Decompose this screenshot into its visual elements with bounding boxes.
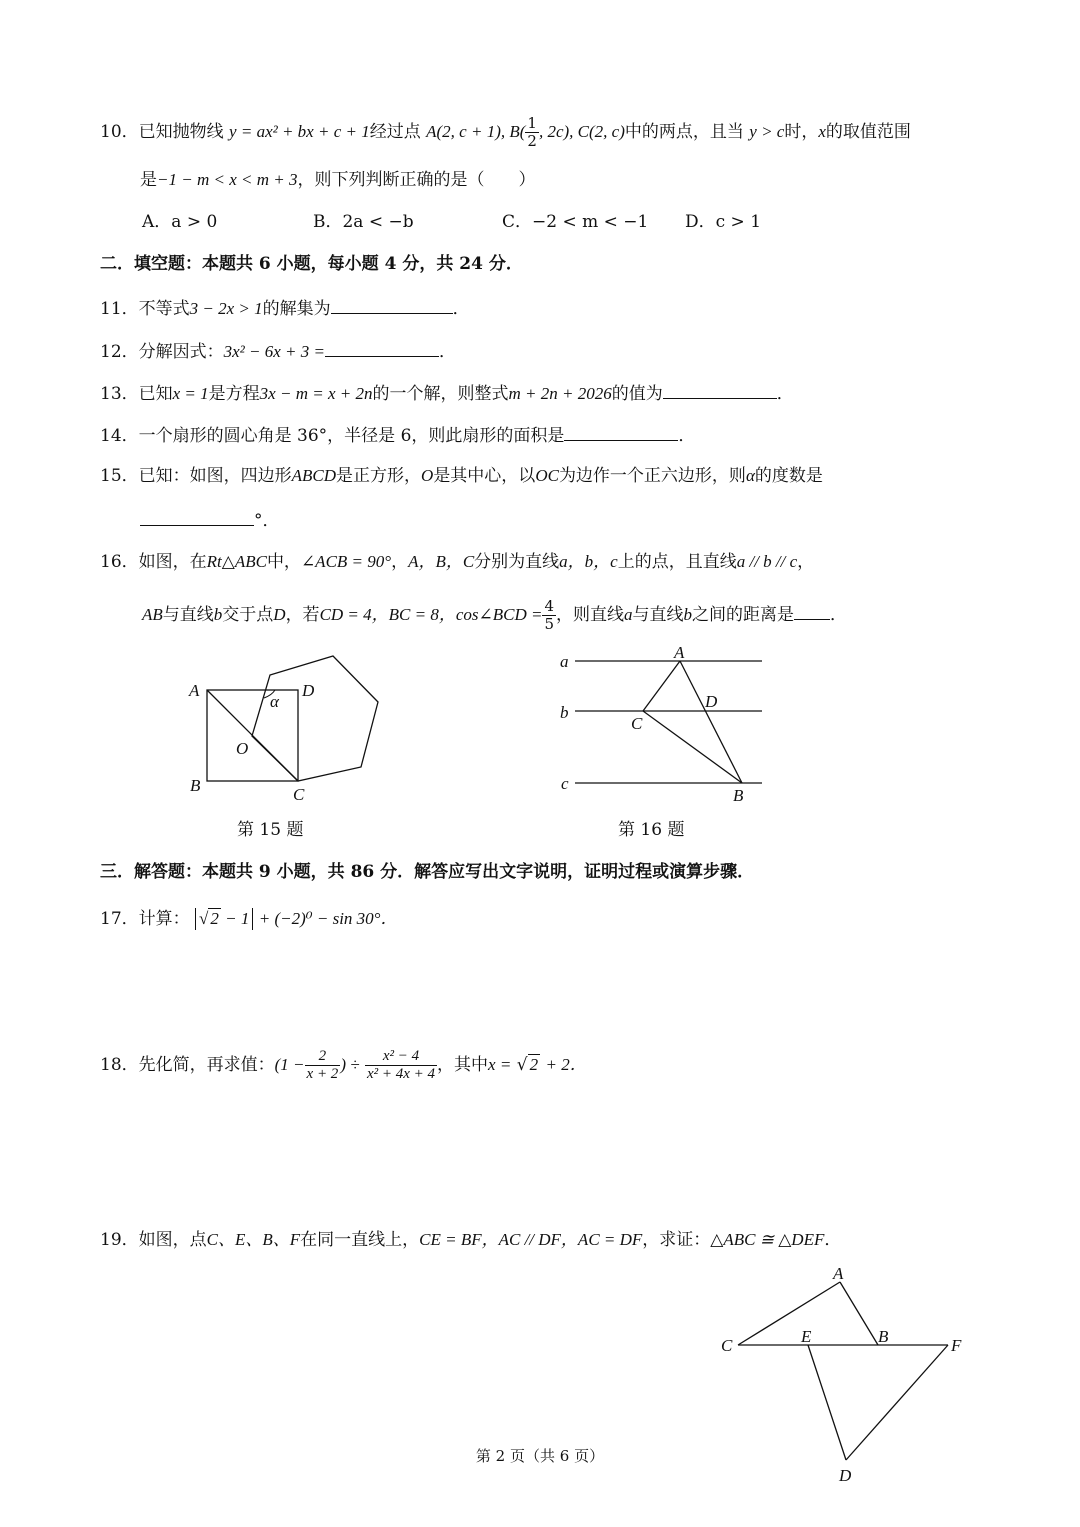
math-expr: α [745, 466, 755, 485]
math-expr: Rt△ABC [206, 552, 267, 571]
math-expr: + (−2)⁰ − sin 30°． [258, 909, 398, 928]
figure-15 [180, 650, 400, 810]
q10-text: 中的两点，且当 [624, 122, 744, 142]
answer-blank[interactable] [140, 507, 254, 526]
math-expr: ) ÷ [340, 1055, 360, 1074]
factor-expression: 3x² − 6x + 3 = [223, 342, 325, 361]
range-expression: −1 − m < x < m + 3 [157, 170, 298, 189]
q18-text: ，其中 [437, 1055, 489, 1075]
q16-text: ，若 [285, 605, 320, 625]
math-expr: A，B，C [408, 552, 475, 571]
math-expr: a // b // c [736, 552, 798, 571]
polynomial: m + 2n + 2026 [508, 384, 612, 403]
label-c: C [721, 1336, 733, 1355]
q11 [100, 295, 470, 321]
q13-text: 是方程 [208, 384, 260, 404]
answer-blank[interactable] [331, 295, 453, 314]
q15-line1 [100, 464, 823, 488]
cos-fraction: $\frac{4}{5}$ [544, 597, 555, 633]
label-line-b: b [560, 703, 569, 722]
q13 [100, 380, 794, 406]
q19 [100, 1228, 841, 1252]
label-alpha: α [270, 692, 279, 711]
absolute-value: √ 2 − 1 [195, 908, 253, 930]
math-expr: D [273, 605, 286, 624]
q16-text: 与直线 [632, 605, 684, 625]
figure-15-caption: 第 15 题 [237, 820, 304, 840]
question-number: 16． [100, 552, 139, 572]
math-expr: AB [142, 605, 163, 624]
label-a: A [189, 681, 200, 700]
sqrt-radicand: 2 [529, 1055, 539, 1074]
math-expr: b [213, 605, 223, 624]
q19-text: 如图，点 [138, 1230, 207, 1250]
q13-text: 的值为 [611, 384, 663, 404]
answer-blank[interactable] [564, 422, 678, 441]
option-d: D．c > 1 [685, 212, 762, 232]
sqrt-radicand: 2 [210, 909, 219, 928]
option-c: C．−2 < m < −1 [502, 212, 649, 232]
equation: 3x − m = x + 2n [259, 384, 373, 403]
q15-text: 的度数是 [754, 466, 823, 486]
label-c: C [293, 785, 305, 804]
q15-text: 是其中心，以 [433, 466, 536, 486]
segment-ac [643, 661, 680, 711]
label-d: D [302, 681, 315, 700]
math-expr: △ABC ≅ △DEF [710, 1230, 825, 1249]
q10-line1 [100, 115, 911, 150]
q19-text: 在同一直线上， [300, 1230, 420, 1250]
q14 [100, 422, 695, 448]
label-line-c: c [561, 774, 569, 793]
math-expr: a [624, 605, 633, 624]
inequality: 3 − 2x > 1 [189, 299, 263, 318]
q19-text: ，求证： [642, 1230, 711, 1250]
q16-text: 分别为直线 [474, 552, 560, 572]
q10-text: 经过点 [369, 122, 421, 142]
q13-text: 的一个解，则整式 [372, 384, 509, 404]
math-expr: a，b，c [559, 552, 618, 571]
math-expr: ABCD [291, 466, 337, 485]
label-o: O [236, 739, 249, 758]
q12 [100, 338, 456, 364]
q16-end: ． [830, 605, 848, 625]
q17 [100, 907, 397, 931]
label-c: C [631, 714, 643, 733]
question-number: 18． [100, 1055, 139, 1075]
q16-text: ， [391, 552, 409, 572]
q12-end: ． [439, 342, 456, 362]
label-a: A [674, 643, 685, 662]
parabola-equation: y = ax² + bx + c + 1 [229, 122, 370, 141]
question-number: 15． [100, 466, 139, 486]
q13-text: 已知 [138, 384, 173, 404]
segment-ab [840, 1282, 878, 1345]
q11-end: ． [452, 299, 470, 319]
variable-x: x [818, 122, 826, 141]
answer-blank[interactable] [325, 338, 439, 357]
label-b: B [190, 776, 201, 795]
q10-text: 是 [140, 170, 157, 190]
q10-line2 [140, 168, 535, 192]
question-number: 10． [100, 122, 139, 142]
q17-text: 计算： [138, 909, 190, 929]
q14-end: ． [678, 426, 696, 446]
answer-blank[interactable] [794, 601, 830, 620]
q18: 18．先化简，再求值：(1 − $\frac{2}{x + 2}$ ) ÷ $\frac{\text{x² − 4}}{\text{x² + 4x + 4}}$ ，其中x = √ 2 + 2． [100, 1048, 587, 1082]
fraction-1: $\frac{2}{x + 2}$ [306, 1048, 339, 1082]
math-expr: x = [488, 1055, 512, 1074]
label-b: B [878, 1327, 889, 1346]
q15-text: 是正方形， [336, 466, 422, 486]
q16-text: 与直线 [162, 605, 214, 625]
question-number: 12． [100, 342, 139, 362]
q15-end: °． [254, 511, 280, 531]
fraction-2: $\frac{\text{x² − 4}}{\text{x² + 4x + 4}}$ [366, 1048, 436, 1082]
q16-line2 [142, 598, 847, 633]
math-expr: + 2． [545, 1055, 587, 1074]
question-number: 19． [100, 1230, 139, 1250]
math-expr: CE = BF，AC // DF，AC = DF [419, 1230, 643, 1249]
math-expr: ∠ACB = 90° [300, 552, 392, 571]
label-line-a: a [560, 652, 569, 671]
q14-text: 一个扇形的圆心角是 36°，半径是 6，则此扇形的面积是 [138, 426, 565, 446]
half-fraction: $\frac{1}{2}$ [527, 114, 537, 150]
q13-end: ． [776, 384, 794, 404]
q15-text: 已知：如图，四边形 [138, 466, 292, 486]
section-3-heading: 三．解答题：本题共 9 小题，共 86 分．解答应写出文字说明，证明过程或演算步骤． [100, 862, 755, 882]
q16-text: 交于点 [222, 605, 274, 625]
q18-text: 先化简，再求值： [138, 1055, 275, 1075]
answer-blank[interactable] [663, 380, 777, 399]
question-number: 11． [100, 299, 139, 319]
q10-text: 已知抛物线 [138, 122, 224, 142]
math-expr: CD = 4，BC = 8，cos∠BCD = [319, 605, 543, 624]
segment-ca [738, 1282, 840, 1345]
q10-text: 时， [784, 122, 819, 142]
label-e: E [801, 1327, 812, 1346]
question-number: 13． [100, 384, 139, 404]
q12-text: 分解因式： [138, 342, 224, 362]
q15-line2 [140, 507, 280, 533]
label-d: D [705, 692, 718, 711]
math-expr: b [683, 605, 693, 624]
option-b: B．2a < −b [313, 212, 414, 232]
math-expr: O [421, 466, 434, 485]
segment-cb [643, 711, 742, 783]
segment-ab [680, 661, 742, 783]
q11-text: 的解集为 [262, 299, 331, 319]
q11-text: 不等式 [138, 299, 190, 319]
label-f: F [951, 1336, 962, 1355]
label-b: B [733, 786, 744, 805]
q15-text: 为边作一个正六边形，则 [558, 466, 746, 486]
option-a: A．a > 0 [142, 212, 218, 232]
figure-16-caption: 第 16 题 [618, 820, 685, 840]
segment-ed [808, 1345, 846, 1460]
label-a: A [833, 1264, 844, 1283]
q16-text: 之间的距离是 [692, 605, 795, 625]
points-expression: A(2, c + 1), B( [426, 122, 526, 141]
math-expr: C、E、B、F [206, 1230, 301, 1249]
math-expr: − 1 [225, 909, 250, 928]
section-2-heading: 二．填空题：本题共 6 小题，每小题 4 分，共 24 分． [100, 254, 523, 274]
hexagon [252, 656, 378, 781]
math-expr: x = 1 [172, 384, 209, 403]
segment-df [846, 1345, 948, 1460]
math-expr: (1 − [274, 1055, 305, 1074]
q16-text: 中， [266, 552, 301, 572]
figure-16 [555, 640, 775, 810]
question-number: 14． [100, 426, 139, 446]
condition: y > c [749, 122, 785, 141]
q16-text: 如图，在 [138, 552, 207, 572]
points-expression: , 2c), C(2, c) [538, 122, 625, 141]
label-d: D [839, 1466, 852, 1485]
q16-text: ，则直线 [556, 605, 625, 625]
q16-line1 [100, 550, 814, 574]
q19-end: ． [824, 1230, 842, 1250]
q10-text: 的取值范围 [825, 122, 911, 142]
page-footer: 第 2 页（共 6 页） [475, 1447, 605, 1465]
question-number: 17． [100, 909, 139, 929]
math-expr: OC [535, 466, 559, 485]
q16-text: ， [797, 552, 815, 572]
q16-text: 上的点，且直线 [617, 552, 737, 572]
q10-text: ，则下列判断正确的是（ ） [297, 170, 536, 190]
